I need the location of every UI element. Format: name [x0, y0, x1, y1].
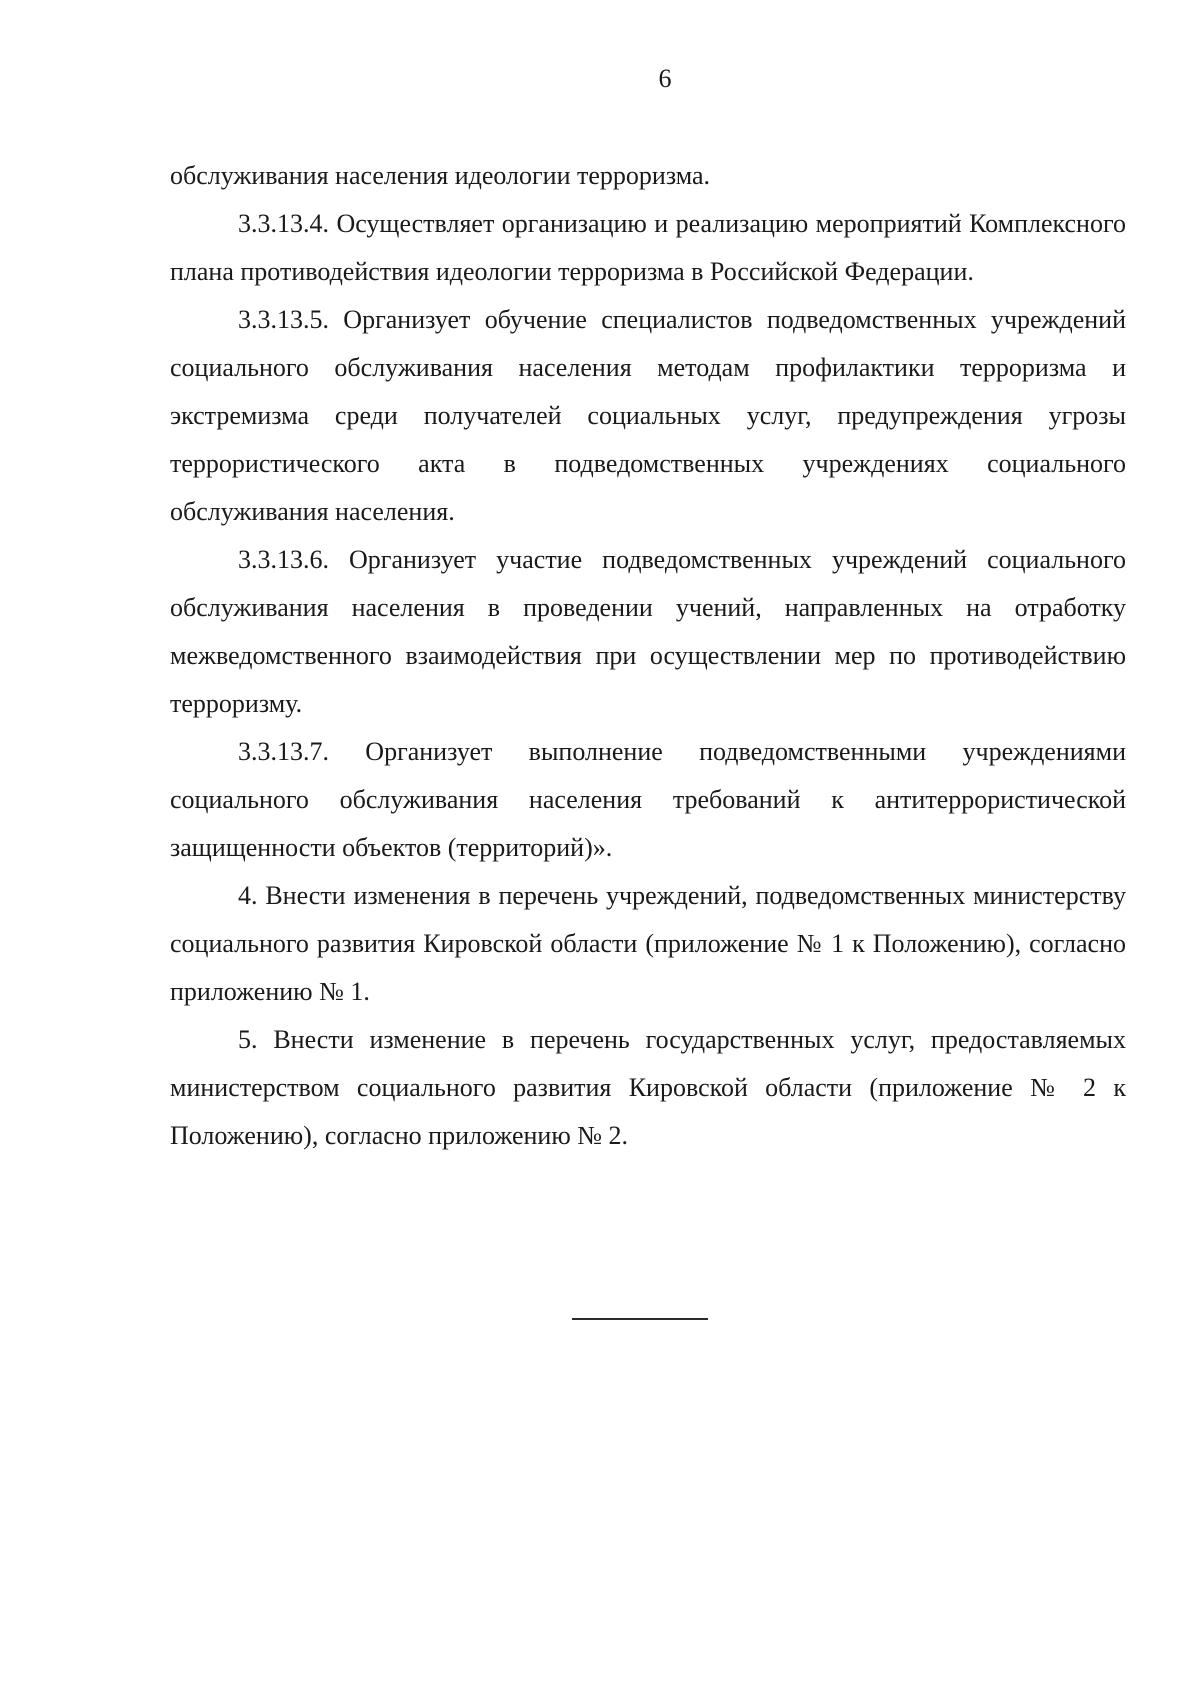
document-end-rule [572, 1318, 708, 1320]
paragraph-continuation: обслуживания населения идеологии терроризма. [170, 161, 711, 190]
paragraph-3-3-13-5: 3.3.13.5. Организует обучение специалистов подведомственных учреждений социального обслуживания населения методам профилактики терроризма и экстремизма среди получателей социальных услуг, предупреждения угрозы террористического акта в подведомственных учреждениях социального обслуживания населения. [170, 305, 1126, 526]
paragraph-3-3-13-6: 3.3.13.6. Организует участие подведомственных учреждений социального обслуживания населения в проведении учений, направленных на отработку межведомственного взаимодействия при осуществлении мер по противодействию терроризму. [170, 545, 1126, 718]
paragraph-item-4: 4. Внести изменения в перечень учреждений, подведомственных министерству социального развития Кировской области (приложение № 1 к Положению), согласно приложению № 1. [170, 881, 1126, 1006]
page-number: 6 [658, 64, 672, 93]
document-body [170, 152, 1126, 1160]
paragraph-3-3-13-7: 3.3.13.7. Организует выполнение подведомственными учреждениями социального обслуживания населения требований к антитеррористической защищенности объектов (территорий)». [170, 737, 1126, 862]
paragraph-item-5: 5. Внести изменение в перечень государственных услуг, предоставляемых министерством социального развития Кировской области (приложение № 2 к Положению), согласно приложению № 2. [170, 1025, 1126, 1150]
paragraph-3-3-13-4: 3.3.13.4. Осуществляет организацию и реализацию мероприятий Комплексного плана противодействия идеологии терроризма в Российской Федерации. [170, 209, 1126, 286]
